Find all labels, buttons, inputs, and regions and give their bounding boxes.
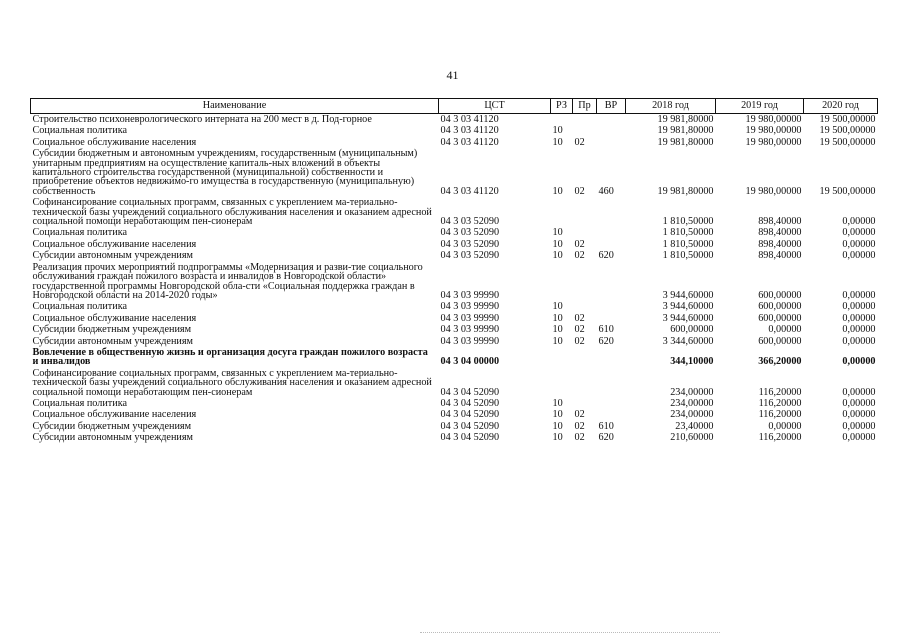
- cell-2020: 0,00000: [842, 324, 876, 336]
- table-body: [31, 114, 878, 444]
- cell-2019: 116,20000: [758, 432, 802, 444]
- cell-name: Социальное обслуживание населения: [32, 409, 197, 421]
- cell-pr: 02: [574, 238, 585, 250]
- cell-vr: 610: [598, 324, 614, 336]
- cell-pr: [573, 398, 597, 409]
- cell-cst: 04 3 03 99990: [440, 324, 500, 336]
- cell-2018: 3 944,60000: [662, 301, 714, 313]
- table-row: [31, 148, 878, 197]
- cell-rz: 10: [552, 409, 563, 421]
- cell-2019: 19 980,00000: [745, 125, 802, 137]
- cell-2018: 1 810,50000: [662, 250, 714, 262]
- cell-pr: 02: [574, 185, 585, 197]
- cell-cst: 04 3 03 41120: [440, 114, 499, 125]
- cell-pr: 02: [574, 250, 585, 262]
- cell-name: Социальная политика: [32, 301, 128, 313]
- table-row: [31, 409, 878, 420]
- table-row: [31, 114, 878, 126]
- cell-rz: 10: [552, 227, 563, 239]
- cell-vr: [597, 137, 626, 148]
- cell-pr: 02: [574, 324, 585, 336]
- cell-vr: [597, 313, 626, 324]
- col-header-rz: РЗ: [551, 99, 573, 114]
- cell-vr: [597, 301, 626, 312]
- cell-cst: 04 3 03 99990: [440, 289, 500, 301]
- cell-rz: [551, 197, 573, 227]
- page-number: 41: [446, 68, 459, 82]
- cell-2020: 0,00000: [842, 289, 876, 301]
- col-header-cst: ЦСТ: [439, 99, 551, 114]
- table-header: [31, 99, 878, 114]
- table-row: [31, 421, 878, 432]
- cell-2018: 3 944,60000: [662, 289, 714, 301]
- cell-2020: 0,00000: [842, 216, 876, 228]
- cell-2019: 600,00000: [758, 289, 802, 301]
- table-row: [31, 250, 878, 261]
- cell-vr: [597, 262, 626, 302]
- cell-2019: 116,20000: [758, 386, 802, 398]
- cell-2019: 898,40000: [758, 227, 802, 239]
- cell-2018: 23,40000: [675, 420, 714, 432]
- cell-rz: 10: [552, 324, 563, 336]
- cell-2018: 3 344,60000: [662, 335, 714, 347]
- cell-2020: 0,00000: [842, 227, 876, 239]
- table-row: [31, 432, 878, 443]
- cell-pr: 02: [574, 432, 585, 444]
- cell-vr: [597, 125, 626, 136]
- cell-cst: 04 3 03 99990: [440, 312, 500, 324]
- cell-name: Субсидии автономным учреждениям: [32, 250, 193, 262]
- cell-cst: 04 3 04 52090: [440, 409, 500, 421]
- cell-2018: 344,10000: [670, 356, 714, 368]
- cell-cst: 04 3 04 52090: [440, 432, 500, 444]
- cell-name: Софинансирование социальных программ, связанных с укреплением ма-териально-технической базы учреждений социального обслуживания населения и оказанием адресной социальной помощи неработающим пен-сионерам: [32, 197, 432, 228]
- cell-rz: 10: [552, 185, 563, 197]
- cell-vr: [597, 239, 626, 250]
- table-row: [31, 324, 878, 335]
- table-row: [31, 347, 878, 368]
- cell-2019: 898,40000: [758, 216, 802, 228]
- cell-name: Социальное обслуживание населения: [32, 238, 197, 250]
- table-row: [31, 301, 878, 312]
- cell-pr: [573, 197, 597, 227]
- cell-2019: 898,40000: [758, 238, 802, 250]
- cell-cst: 04 3 04 52090: [440, 420, 500, 432]
- cell-2018: 1 810,50000: [662, 227, 714, 239]
- cell-2018: 19 981,80000: [657, 125, 714, 137]
- cell-name: Социальная политика: [32, 125, 128, 137]
- table-row: [31, 137, 878, 148]
- cell-2019: 600,00000: [758, 312, 802, 324]
- cell-2018: 234,00000: [670, 386, 714, 398]
- cell-name: Субсидии бюджетным учреждениям: [32, 420, 192, 432]
- cell-name: Субсидии автономным учреждениям: [32, 335, 193, 347]
- table-row: [31, 125, 878, 136]
- cell-cst: 04 3 03 41120: [440, 136, 499, 148]
- cell-vr: [597, 368, 626, 398]
- cell-2018: 19 981,80000: [657, 114, 714, 125]
- cell-2020: 0,00000: [842, 386, 876, 398]
- cell-pr: [573, 301, 597, 312]
- cell-2018: 3 944,60000: [662, 312, 714, 324]
- cell-rz: [551, 347, 573, 368]
- cell-name: Социальное обслуживание населения: [32, 136, 197, 148]
- cell-2020: 0,00000: [842, 335, 876, 347]
- cell-rz: 10: [552, 238, 563, 250]
- cell-vr: [597, 227, 626, 238]
- cell-2020: 0,00000: [842, 397, 876, 409]
- cell-2020: 0,00000: [842, 356, 876, 368]
- cell-2020: 0,00000: [842, 238, 876, 250]
- cell-cst: 04 3 03 99990: [440, 301, 500, 313]
- cell-pr: [573, 125, 597, 136]
- cell-vr: 620: [598, 432, 614, 444]
- cell-2019: 116,20000: [758, 397, 802, 409]
- cell-name: Софинансирование социальных программ, связанных с укреплением ма-териально-технической базы учреждений социального обслуживания населения и оказанием адресной социальной помощи неработающим пен-сионерам: [32, 367, 432, 398]
- cell-name: Социальная политика: [32, 227, 128, 239]
- cell-2020: 19 500,00000: [819, 114, 876, 125]
- cell-2020: 0,00000: [842, 312, 876, 324]
- table-row: [31, 227, 878, 238]
- col-header-2020: 2020 год: [804, 99, 878, 114]
- cell-2020: 0,00000: [842, 432, 876, 444]
- cell-2019: 366,20000: [758, 356, 802, 368]
- cell-2018: 234,00000: [670, 409, 714, 421]
- cell-pr: [573, 262, 597, 302]
- budget-table: [30, 98, 878, 444]
- cell-cst: 04 3 04 52090: [440, 397, 500, 409]
- cell-2020: 0,00000: [842, 409, 876, 421]
- cell-pr: 02: [574, 420, 585, 432]
- cell-vr: 610: [598, 420, 614, 432]
- cell-cst: 04 3 03 41120: [440, 185, 499, 197]
- cell-2018: 234,00000: [670, 397, 714, 409]
- cell-name: Социальная политика: [32, 397, 128, 409]
- cell-cst: 04 3 03 41120: [440, 125, 499, 137]
- table-row: [31, 239, 878, 250]
- cell-2020: 19 500,00000: [819, 125, 876, 137]
- col-header-2018: 2018 год: [626, 99, 716, 114]
- cell-pr: [573, 347, 597, 368]
- table-row: [31, 398, 878, 409]
- cell-2018: 1 810,50000: [662, 238, 714, 250]
- table-row: [31, 368, 878, 398]
- cell-2019: 19 980,00000: [745, 185, 802, 197]
- cell-rz: 10: [552, 301, 563, 313]
- cell-cst: 04 3 03 99990: [440, 335, 500, 347]
- cell-vr: 620: [598, 250, 614, 262]
- cell-rz: 10: [552, 397, 563, 409]
- cell-2019: 19 980,00000: [745, 114, 802, 125]
- cell-cst: 04 3 04 52090: [440, 386, 500, 398]
- cell-2019: 19 980,00000: [745, 136, 802, 148]
- cell-2018: 19 981,80000: [657, 136, 714, 148]
- cell-name: Вовлечение в общественную жизнь и организация досуга граждан пожилого возраста и инвалидов: [32, 346, 428, 368]
- cell-cst: 04 3 03 52090: [440, 216, 500, 228]
- cell-2018: 1 810,50000: [662, 216, 714, 228]
- cell-name: Строительство психоневрологического интерната на 200 мест в д. Под-горное: [32, 114, 372, 125]
- table-row: [31, 197, 878, 227]
- cell-vr: [597, 114, 626, 126]
- cell-pr: [573, 368, 597, 398]
- col-header-pr: Пр: [573, 99, 597, 114]
- cell-pr: 02: [574, 409, 585, 421]
- cell-name: Субсидии бюджетным учреждениям: [32, 324, 192, 336]
- cell-vr: [597, 347, 626, 368]
- cell-vr: [597, 409, 626, 420]
- cell-name: Реализация прочих мероприятий подпрограммы «Модернизация и разви-тие социального обслуживания граждан пожилого возраста и инвалидов в Новгородской области» государственной программы Новгородской обла-сти «Социальная поддержка граждан в Новгородской области на 2014-2020 годы»: [32, 261, 423, 301]
- cell-2019: 0,00000: [768, 324, 802, 336]
- cell-pr: 02: [574, 312, 585, 324]
- cell-2018: 600,00000: [670, 324, 714, 336]
- cell-rz: [551, 368, 573, 398]
- cell-2019: 898,40000: [758, 250, 802, 262]
- footer-divider: [420, 632, 720, 634]
- cell-name: Субсидии бюджетным и автономным учреждениям, государственным (муниципальным) унитарным предприятиям на осуществление капиталь-ных вложений в объекты капитального строительства государственной (муниципальной) собственности и приобретение объектов недвижимо-го имущества в государственную (муниципальную) собственность: [32, 148, 418, 197]
- cell-2020: 19 500,00000: [819, 136, 876, 148]
- cell-vr: [597, 398, 626, 409]
- cell-vr: [597, 197, 626, 227]
- cell-rz: 10: [552, 250, 563, 262]
- table-row: [31, 336, 878, 347]
- table-row: [31, 262, 878, 302]
- table-row: [31, 313, 878, 324]
- col-header-name: Наименование: [31, 99, 439, 114]
- cell-pr: [573, 227, 597, 238]
- cell-name: Субсидии автономным учреждениям: [32, 432, 193, 444]
- cell-2020: 0,00000: [842, 301, 876, 313]
- cell-rz: [551, 262, 573, 302]
- cell-cst: 04 3 03 52090: [440, 227, 500, 239]
- cell-rz: 10: [552, 136, 563, 148]
- cell-cst: 04 3 03 52090: [440, 250, 500, 262]
- cell-2020: 0,00000: [842, 250, 876, 262]
- cell-2019: 0,00000: [768, 420, 802, 432]
- cell-pr: 02: [574, 335, 585, 347]
- cell-rz: 10: [552, 432, 563, 444]
- cell-2019: 600,00000: [758, 335, 802, 347]
- cell-2020: 19 500,00000: [819, 185, 876, 197]
- cell-2020: 0,00000: [842, 420, 876, 432]
- col-header-vr: ВР: [597, 99, 626, 114]
- col-header-2019: 2019 год: [716, 99, 804, 114]
- cell-rz: 10: [552, 125, 563, 137]
- cell-name: Социальное обслуживание населения: [32, 312, 197, 324]
- cell-cst: 04 3 03 52090: [440, 238, 500, 250]
- cell-pr: 02: [574, 136, 585, 148]
- cell-cst: 04 3 04 00000: [440, 356, 500, 368]
- cell-rz: 10: [552, 312, 563, 324]
- cell-pr: [573, 114, 597, 126]
- cell-rz: 10: [552, 420, 563, 432]
- cell-2019: 116,20000: [758, 409, 802, 421]
- cell-rz: [551, 114, 573, 126]
- cell-2019: 600,00000: [758, 301, 802, 313]
- cell-2018: 19 981,80000: [657, 185, 714, 197]
- cell-vr: 620: [598, 335, 614, 347]
- cell-vr: 460: [598, 185, 614, 197]
- cell-2018: 210,60000: [670, 432, 714, 444]
- cell-rz: 10: [552, 335, 563, 347]
